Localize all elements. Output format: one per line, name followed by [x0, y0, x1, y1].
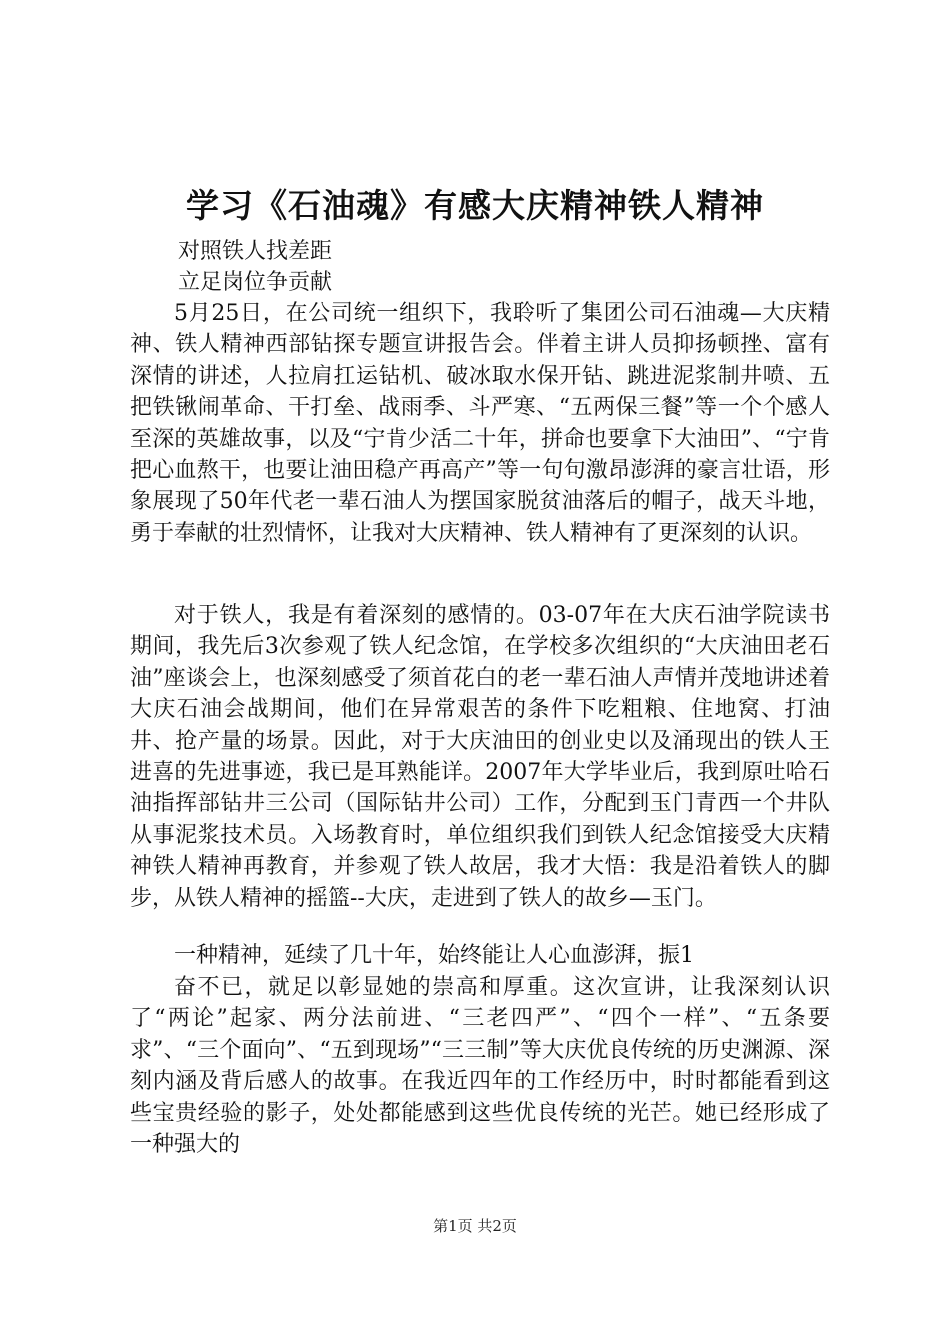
- paragraph-2: 对于铁人，我是有着深刻的感情的。03-07年在大庆石油学院读书期间，我先后3次参观了铁人纪念馆，在学校多次组织的“大庆油田老石油”座谈会上，也深刻感受了须首花白的老一辈石油人声情并茂地讲述着大庆石油会战期间，他们在异常艰苦的条件下吃粗粮、住地窝、打油井、抢产量的场景。因此，对于大庆油田的创业史以及涌现出的铁人王进喜的先进事迹，我已是耳熟能详。2007年大学毕业后，我到原吐哈石油指挥部钻井三公司（国际钻井公司）工作，分配到玉门青西一个井队从事泥浆技术员。入场教育时，单位组织我们到铁人纪念馆接受大庆精神铁人精神再教育，并参观了铁人故居，我才大悟：我是沿着铁人的脚步，从铁人精神的摇篮--大庆，走进到了铁人的故乡—玉门。: [130, 603, 830, 911]
- subtitle-line-1: 对照铁人找差距: [178, 239, 333, 264]
- paragraph-1: 5月25日，在公司统一组织下，我聆听了集团公司石油魂—大庆精神、铁人精神西部钻探专题宣讲报告会。伴着主讲人员抑扬顿挫、富有深情的讲述，人拉肩扛运钻机、破冰取水保开钻、跳进泥浆制井喷、五把铁锹闹革命、干打垒、战雨季、斗严寒、“五两保三餐”等一个个感人至深的英雄故事，以及“宁肯少活二十年，拼命也要拿下大油田”、“宁肯把心血熬干，也要让油田稳产再高产”等一句句激昂澎湃的豪言壮语，形象展现了50年代老一辈石油人为摆国家脱贫油落后的帽子，战天斗地，勇于奉献的壮烈情怀，让我对大庆精神、铁人精神有了更深刻的认识。: [130, 301, 830, 546]
- document-title: 学习《石油魂》有感大庆精神铁人精神: [186, 186, 764, 225]
- paragraph-3: 一种精神，延续了几十年，始终能让人心血澎湃，振1: [174, 943, 694, 968]
- page-number-footer: 第1页 共2页: [433, 1217, 517, 1235]
- subtitle-line-2: 立足岗位争贡献: [178, 270, 333, 295]
- paragraph-4: 奋不已，就足以彰显她的崇高和厚重。这次宣讲，让我深刻认识了“两论”起家、两分法前进、“三老四严”、“四个一样”、“五条要求”、“三个面向”、“五到现场”“三三制”等大庆优良传统的历史渊源、深刻内涵及背后感人的故事。在我近四年的工作经历中，时时都能看到这些宝贵经验的影子，处处都能感到这些优良传统的光芒。她已经形成了一种强大的: [130, 975, 830, 1158]
